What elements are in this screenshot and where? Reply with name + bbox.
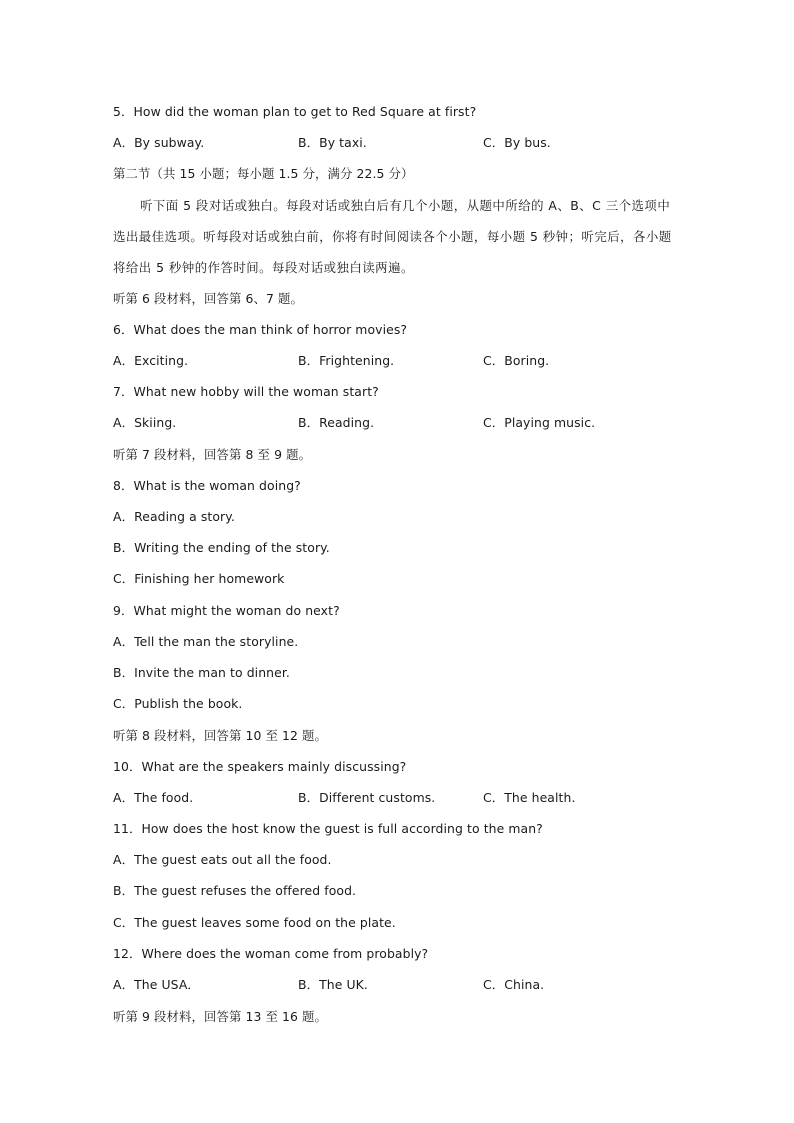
option-a: A．By subway.: [113, 135, 205, 150]
option-b: B．Frightening.: [298, 353, 395, 368]
section-heading: 第二节（共 15 小题；每小题 1.5 分，满分 22.5 分）: [113, 166, 414, 181]
option-a: A．The food.: [113, 790, 194, 805]
question-8-option-a: A．Reading a story.: [113, 509, 235, 524]
question-8-option-b: B．Writing the ending of the story.: [113, 540, 330, 555]
option-c: C．The health.: [483, 790, 576, 805]
option-c: C．China.: [483, 977, 545, 992]
option-b: B．By taxi.: [298, 135, 367, 150]
option-a: A．Skiing.: [113, 415, 177, 430]
option-a: A．Exciting.: [113, 353, 189, 368]
question-11-option-c: C．The guest leaves some food on the plate.: [113, 915, 396, 930]
material-7-heading: 听第 7 段材料，回答第 8 至 9 题。: [113, 447, 312, 462]
question-9-option-b: B．Invite the man to dinner.: [113, 665, 290, 680]
question-7: 7．What new hobby will the woman start?: [113, 384, 379, 399]
option-c: C．Playing music.: [483, 415, 596, 430]
question-9: 9．What might the woman do next?: [113, 603, 340, 618]
material-8-heading: 听第 8 段材料，回答第 10 至 12 题。: [113, 728, 328, 743]
question-12: 12．Where does the woman come from probably?: [113, 946, 429, 961]
option-b: B．Reading.: [298, 415, 375, 430]
option-b: B．Different customs.: [298, 790, 436, 805]
question-11-option-a: A．The guest eats out all the food.: [113, 852, 332, 867]
option-b: B．The UK.: [298, 977, 368, 992]
question-8-option-c: C．Finishing her homework: [113, 571, 285, 586]
option-c: C．Boring.: [483, 353, 550, 368]
question-10: 10．What are the speakers mainly discussing?: [113, 759, 407, 774]
question-5: 5．How did the woman plan to get to Red Square at first?: [113, 104, 477, 119]
material-9-heading: 听第 9 段材料，回答第 13 至 16 题。: [113, 1009, 328, 1024]
question-11: 11．How does the host know the guest is full according to the man?: [113, 821, 543, 836]
option-a: A．The USA．: [113, 977, 200, 992]
option-c: C．By bus.: [483, 135, 551, 150]
section-instructions: 听下面 5 段对话或独白。每段对话或独白后有几个小题，从题中所给的 A、B、C 三个选项中选出最佳选项。听每段对话或独白前，你将有时间阅读各个小题，每小题 5 秒钟；听完后，各小题将给出 5 秒钟的作答时间。每段对话或独白读两遍。: [113, 198, 672, 275]
question-11-option-b: B．The guest refuses the offered food.: [113, 883, 357, 898]
material-6-heading: 听第 6 段材料，回答第 6、7 题。: [113, 291, 303, 306]
question-8: 8．What is the woman doing?: [113, 478, 301, 493]
question-9-option-a: A．Tell the man the storyline.: [113, 634, 299, 649]
question-6: 6．What does the man think of horror movies?: [113, 322, 408, 337]
question-9-option-c: C．Publish the book.: [113, 696, 243, 711]
